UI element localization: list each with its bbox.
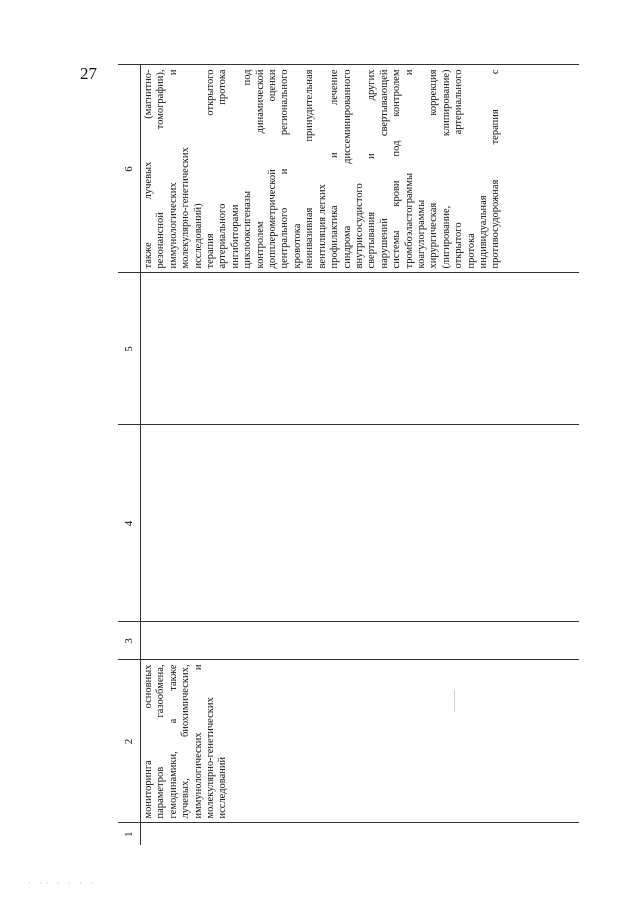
text-line: коагулограммы xyxy=(415,199,427,269)
text-line: параметров газообмена, xyxy=(155,664,167,819)
text-line: гемодинамики, а также xyxy=(167,664,179,819)
text-line: иммунологических и xyxy=(167,69,179,269)
rotated-table-container xyxy=(118,65,578,845)
text-line: артериального протока xyxy=(217,69,229,269)
text-line: свертывания и других xyxy=(366,69,378,269)
cell-col-3 xyxy=(141,622,579,660)
text-line: внутрисосудистого xyxy=(353,183,365,269)
treatment-table xyxy=(118,65,579,846)
table-header-row xyxy=(118,65,141,845)
page-number: 27 xyxy=(80,64,97,83)
header-col-6: 6 xyxy=(118,65,141,273)
text-line: центрального и регионального xyxy=(279,69,291,269)
text-line: кровотока xyxy=(291,223,303,269)
text-line: синдрома диссеминированного xyxy=(341,69,353,269)
cell-col-6 xyxy=(141,65,579,273)
text-line: исследований xyxy=(217,756,229,819)
table-row xyxy=(141,65,579,845)
cell-col-4 xyxy=(141,425,579,622)
cell-col-5 xyxy=(141,273,579,425)
text-line: вентиляция легких xyxy=(316,184,328,269)
text-line: (лигирование, клипирование) xyxy=(440,69,452,269)
text-line: иммунологических и xyxy=(192,664,204,819)
text-line: противосудорожная терапия с xyxy=(490,69,502,269)
header-col-2: 2 xyxy=(118,660,141,823)
text-line: неинвазивная принудительная xyxy=(304,69,316,269)
text-line: молекулярно-генетических xyxy=(205,697,217,819)
text-line: лучевых, биохимических, xyxy=(180,664,192,819)
text-line: тромбоэластограммы и xyxy=(403,69,415,269)
text-line: нарушений свертывающей xyxy=(378,69,390,269)
text-line: циклооксигеназы под xyxy=(242,69,254,269)
cell-col-1 xyxy=(141,823,579,845)
text-line: терапия открытого xyxy=(205,69,217,269)
text-line: контролем динамической xyxy=(254,69,266,269)
header-col-3: 3 xyxy=(118,622,141,660)
scan-noise: · ·· · · · · xyxy=(28,878,97,888)
scan-artifact xyxy=(454,690,455,712)
text-line: системы крови под контролем xyxy=(391,69,403,269)
text-line: также лучевых (магнитно- xyxy=(143,69,154,269)
text-line: индивидуальная xyxy=(477,195,489,269)
text-line: протока xyxy=(465,233,477,269)
text-line: профилактика и лечение xyxy=(329,69,341,269)
text-line: молекулярно-генетических xyxy=(180,147,192,269)
cell-col-2 xyxy=(141,660,579,823)
text-line: открытого артериального xyxy=(453,69,465,269)
text-line: мониторинга основных xyxy=(143,664,154,819)
header-col-5: 5 xyxy=(118,273,141,425)
header-col-1: 1 xyxy=(118,823,141,845)
header-col-4: 4 xyxy=(118,425,141,622)
text-line: допплерометрической оценки xyxy=(267,69,279,269)
text-line: хирургическая коррекция xyxy=(428,69,440,269)
text-line: ингибиторами xyxy=(229,204,241,269)
text-line: резонансной томографии), xyxy=(155,69,167,269)
text-line: исследований) xyxy=(192,203,204,269)
